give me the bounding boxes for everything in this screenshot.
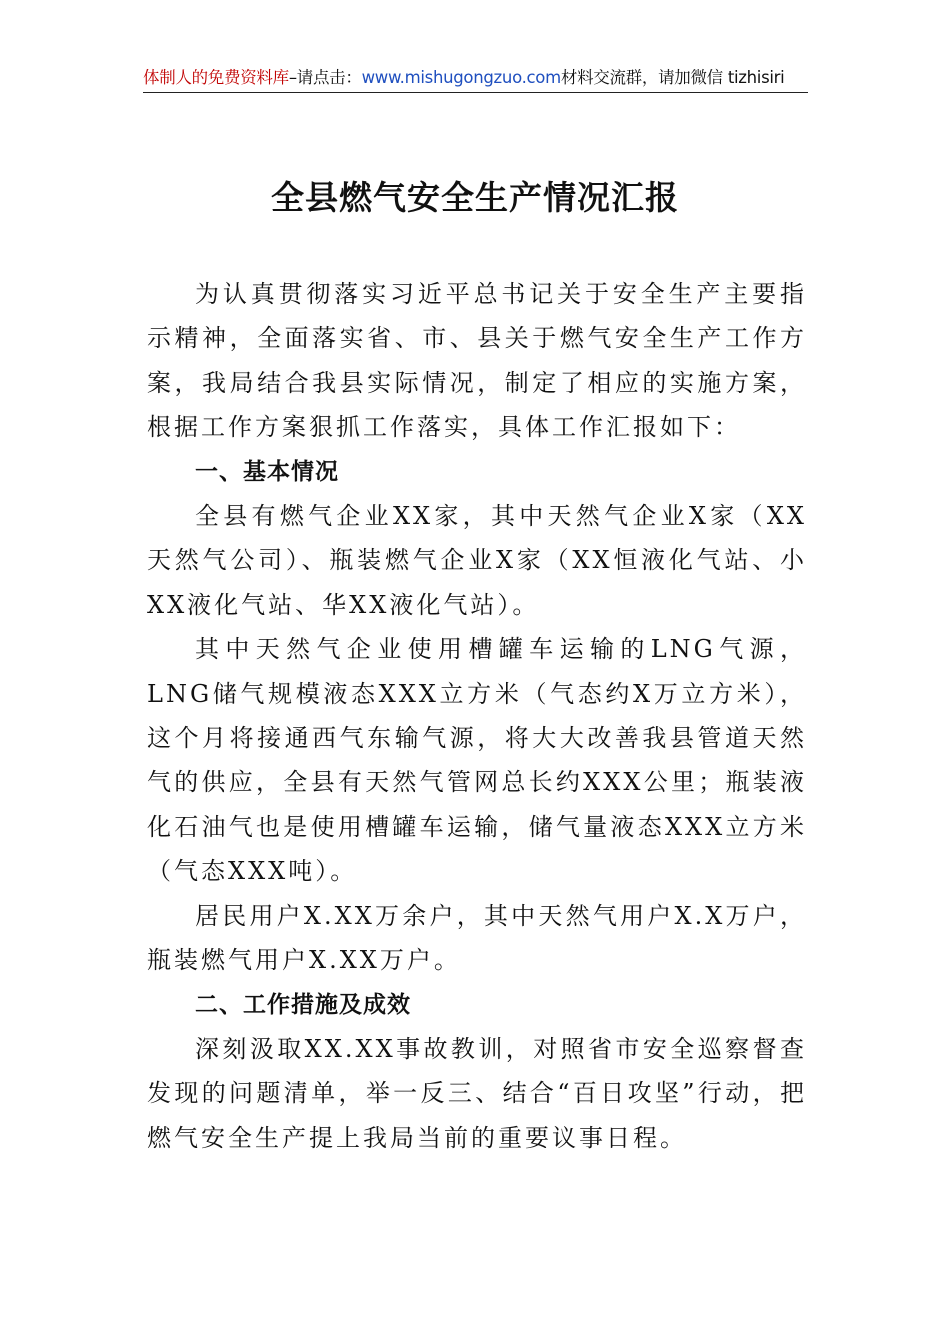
intro-paragraph: 为认真贯彻落实习近平总书记关于安全生产主要指示精神，全面落实省、市、县关于燃气安全生产工作方案，我局结合我县实际情况，制定了相应的实施方案，根据工作方案狠抓工作落实，具体工作汇报如下： <box>147 280 807 442</box>
header-url-link[interactable]: www.mishugongzuo.com <box>361 68 561 87</box>
section-heading-measures: 二、工作措施及成效 <box>195 991 411 1018</box>
document-body <box>147 272 807 1160</box>
paragraph: 居民用户X.XX万余户，其中天然气用户X.X万户，瓶装燃气用户X.XX万户。 <box>147 901 807 975</box>
paragraph: 全县有燃气企业XX家，其中天然气企业X家（XX天然气公司）、瓶装燃气企业X家（XX恒液化气站、小XX液化气站、华XX液化气站）。 <box>147 502 807 619</box>
section-heading-basic: 一、基本情况 <box>195 458 339 485</box>
header-note: 材料交流群，请加微信 tizhisiri <box>560 68 785 87</box>
header-brand[interactable]: 体制人的免费资料库 <box>143 68 289 87</box>
header-prompt: –请点击： <box>288 68 362 87</box>
page-header <box>143 64 808 93</box>
paragraph: 其中天然气企业使用槽罐车运输的LNG气源，LNG储气规模液态XXX立方米（气态约X万立方米），这个月将接通西气东输气源，将大大改善我县管道天然气的供应，全县有天然气管网总长约XXX公里；瓶装液化石油气也是使用槽罐车运输，储气量液态XXX立方米（气态XXX吨）。 <box>147 635 807 886</box>
paragraph: 深刻汲取XX.XX事故教训，对照省市安全巡察督查发现的问题清单，举一反三、结合“百日攻坚”行动，把燃气安全生产提上我局当前的重要议事日程。 <box>147 1034 807 1152</box>
document-title: 全县燃气安全生产情况汇报 <box>271 178 679 217</box>
